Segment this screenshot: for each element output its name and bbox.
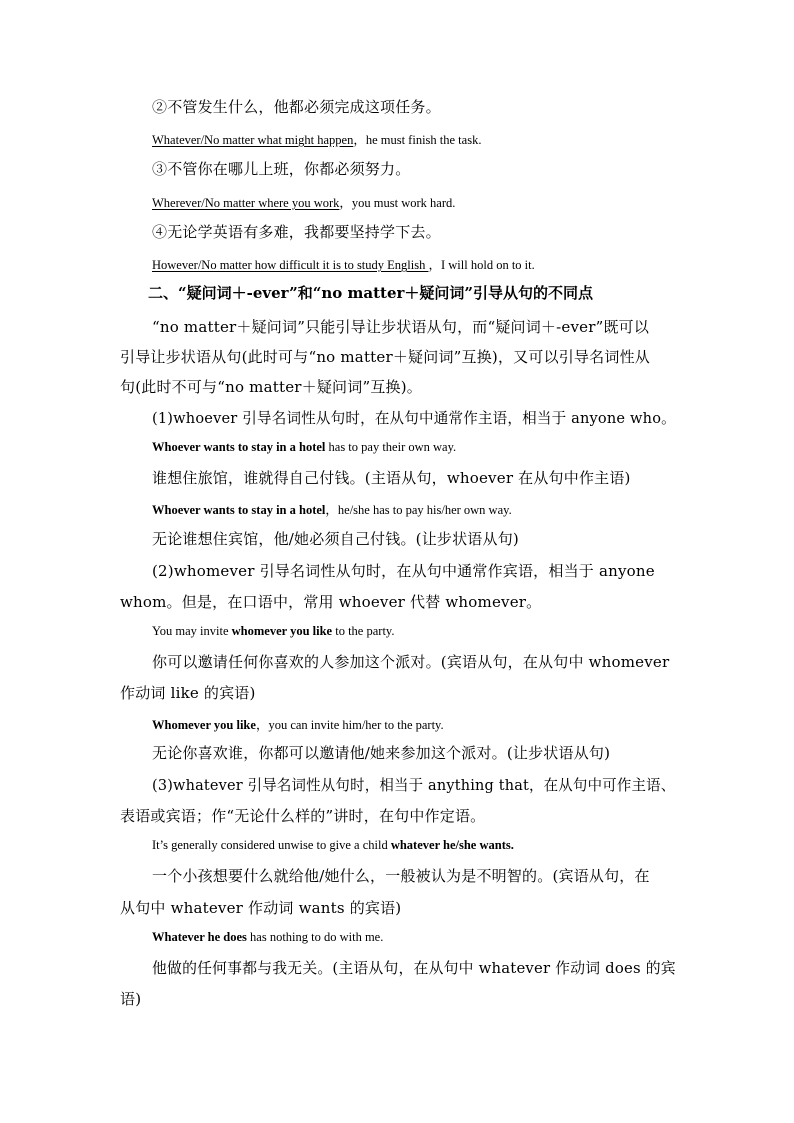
example-2-chinese: ②不管发生什么，他都必须完成这项任务。 — [152, 98, 441, 116]
bold-clause: Whomever you like — [152, 718, 256, 732]
translation-whatever-1a: 一个小孩想要什么就给他/她什么，一般被认为是不明智的。(宾语从句，在 — [152, 867, 650, 885]
sentence-start: You may invite — [152, 624, 232, 638]
translation-whomever-2: 无论你喜欢谁，你都可以邀请他/她来参加这个派对。(让步状语从句) — [152, 744, 611, 762]
translation-whatever-1b: 从句中 whatever 作动词 wants 的宾语) — [120, 899, 402, 917]
bold-clause: Whoever wants to stay in a hotel — [152, 440, 326, 454]
sentence-rest: ，he must finish the task. — [353, 133, 482, 147]
bold-clause: whomever you like — [231, 624, 333, 638]
example-3-chinese: ③不管你在哪儿上班，你都必须努力。 — [152, 160, 411, 178]
translation-whatever-2a: 他做的任何事都与我无关。(主语从句，在从句中 whatever 作动词 does 的宾 — [152, 959, 676, 977]
underlined-answer: Wherever/No matter where you work — [152, 196, 340, 210]
example-whoever-1 — [152, 440, 456, 455]
sentence-rest: ，I will hold on to it. — [428, 258, 535, 272]
section-heading: 二、“疑问词＋-ever”和“no matter＋疑问词”引导从句的不同点 — [148, 284, 594, 302]
example-4-chinese: ④无论学英语有多难，我都要坚持学下去。 — [152, 223, 441, 241]
example-3-english — [152, 193, 455, 211]
rule-2-line-1: (2)whomever 引导名词性从句时，在从句中通常作宾语，相当于 anyone — [152, 562, 655, 580]
translation-whomever-1b: 作动词 like 的宾语) — [120, 684, 256, 702]
sentence-rest: ，he/she has to pay his/her own way. — [325, 503, 512, 517]
translation-whatever-2b: 语) — [120, 990, 142, 1008]
sentence-rest: ，you must work hard. — [339, 196, 456, 210]
rule-3-line-1: (3)whatever 引导名词性从句时，相当于 anything that，在从句中可作主语、 — [152, 776, 676, 794]
example-whomever-1 — [152, 624, 394, 639]
bold-clause: Whatever he does — [152, 930, 247, 944]
rule-2-line-2: whom。但是，在口语中，常用 whoever 代替 whomever。 — [120, 593, 542, 611]
paragraph-line-1: “no matter＋疑问词”只能引导让步状语从句，而“疑问词＋-ever”既可以 — [152, 318, 650, 336]
translation-whoever-2: 无论谁想住宾馆，他/她必须自己付钱。(让步状语从句) — [152, 530, 519, 548]
sentence-rest: has nothing to do with me. — [246, 930, 384, 944]
sentence-rest: ，you can invite him/her to the party. — [255, 718, 444, 732]
example-whoever-2 — [152, 500, 512, 518]
paragraph-line-2: 引导让步状语从句(此时可与“no matter＋疑问词”互换)，又可以引导名词性从 — [120, 348, 650, 366]
rule-1: (1)whoever 引导名词性从句时，在从句中通常作主语，相当于 anyone who。 — [152, 409, 676, 427]
example-whatever-2 — [152, 930, 383, 945]
bold-clause: whatever he/she wants. — [390, 838, 514, 852]
example-whomever-2 — [152, 715, 444, 733]
translation-whomever-1a: 你可以邀请任何你喜欢的人参加这个派对。(宾语从句，在从句中 whomever — [152, 653, 670, 671]
sentence-start: It’s generally considered unwise to give a child — [152, 838, 391, 852]
sentence-rest: to the party. — [332, 624, 395, 638]
sentence-rest: has to pay their own way. — [325, 440, 457, 454]
rule-3-line-2: 表语或宾语；作“无论什么样的”讲时，在句中作定语。 — [120, 807, 486, 825]
bold-clause: Whoever wants to stay in a hotel — [152, 503, 326, 517]
underlined-answer: Whatever/No matter what might happen — [152, 133, 354, 147]
paragraph-line-3: 句(此时不可与“no matter＋疑问词”互换)。 — [120, 378, 422, 396]
example-4-english — [152, 255, 535, 273]
translation-whoever-1: 谁想住旅馆，谁就得自己付钱。(主语从句，whoever 在从句中作主语) — [152, 469, 631, 487]
example-2-english — [152, 130, 481, 148]
example-whatever-1 — [152, 838, 514, 853]
underlined-answer: However/No matter how difficult it is to study English — [152, 258, 429, 272]
